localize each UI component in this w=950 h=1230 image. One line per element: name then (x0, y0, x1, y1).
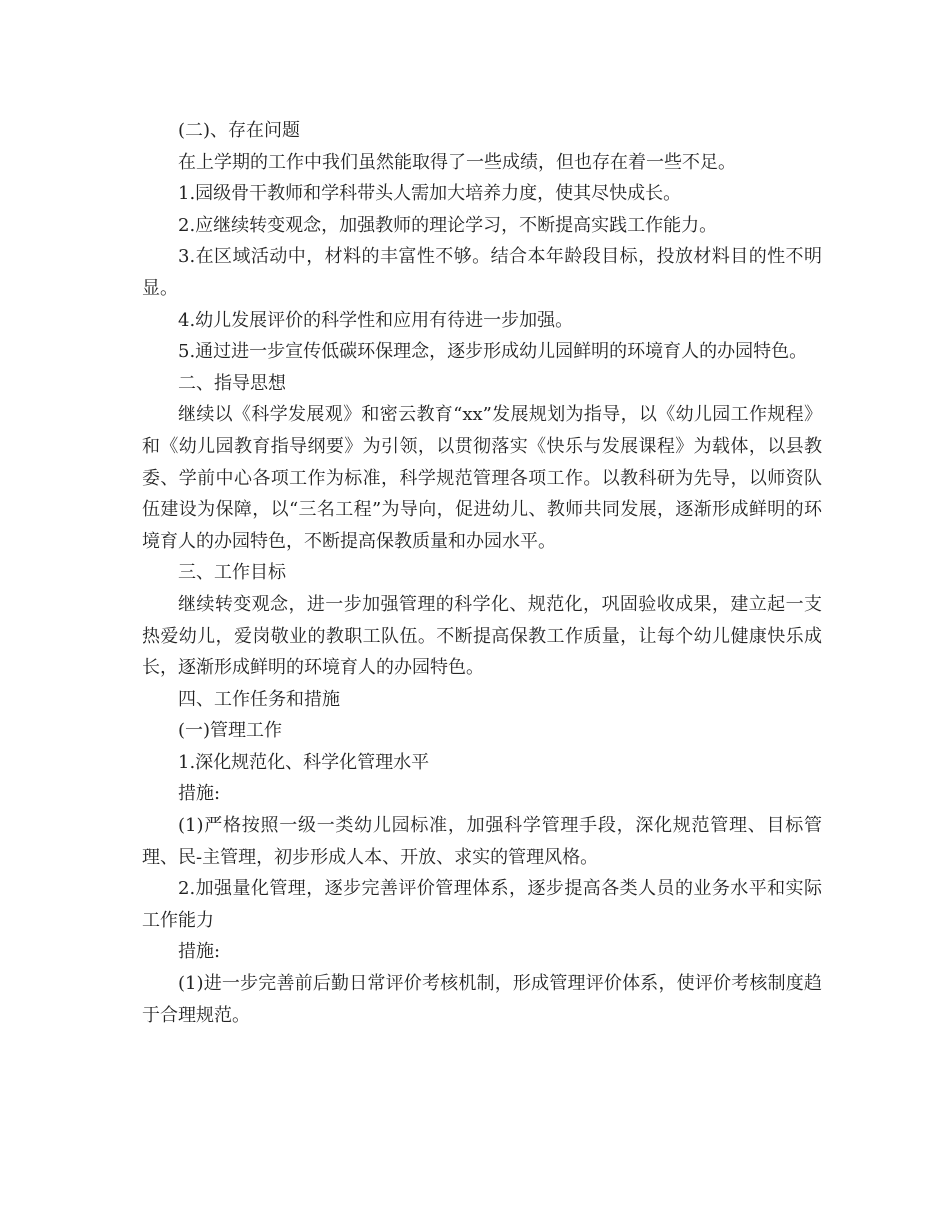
list-item: 4.幼儿发展评价的科学性和应用有待进一步加强。 (178, 309, 574, 331)
list-item: 3.在区域活动中，材料的丰富性不够。结合本年龄段目标，投放材料目的性不明显。 (142, 246, 822, 299)
paragraph: 在上学期的工作中我们虽然能取得了一些成绩，但也存在着一些不足。 (178, 151, 736, 173)
list-item: 5.通过进一步宣传低碳环保理念，逐步形成幼儿园鲜明的环境育人的办园特色。 (178, 341, 808, 363)
list-item: (1)进一步完善前后勤日常评价考核机制，形成管理评价体系，使评价考核制度趋于合理规范。 (142, 973, 822, 1026)
measures-label: 措施: (178, 783, 221, 805)
list-item: 2.应继续转变观念，加强教师的理论学习，不断提高实践工作能力。 (178, 214, 718, 236)
paragraph: 继续以《科学发展观》和密云教育“xx”发展规划为指导，以《幼儿园工作规程》和《幼儿园教育指导纲要》为引领，以贯彻落实《快乐与发展课程》为载体，以县教委、学前中心各项工作为标准，科学规范管理各项工作。以教科研为先导，以师资队伍建设为保障，以“三名工程”为导向，促进幼儿、教师共同发展，逐渐形成鲜明的环境育人的办园特色，不断提高保教质量和办园水平。 (142, 404, 822, 552)
paragraph: 继续转变观念，进一步加强管理的科学化、规范化，巩固验收成果，建立起一支热爱幼儿，爱岗敬业的教职工队伍。不断提高保教工作质量，让每个幼儿健康快乐成长，逐渐形成鲜明的环境育人的办园特色。 (142, 593, 822, 679)
document-body (142, 115, 822, 1031)
list-item: 1.深化规范化、科学化管理水平 (178, 751, 430, 773)
section-heading: (二)、存在问题 (178, 120, 301, 141)
measures-label: 措施: (178, 941, 221, 963)
subsection-heading: (一)管理工作 (178, 720, 283, 742)
section-heading: 四、工作任务和措施 (178, 688, 340, 710)
section-heading: 三、工作目标 (178, 562, 286, 584)
list-item: 2.加强量化管理，逐步完善评价管理体系，逐步提高各类人员的业务水平和实际工作能力 (142, 878, 822, 931)
list-item: 1.园级骨干教师和学科带头人需加大培养力度，使其尽快成长。 (178, 183, 682, 205)
section-heading: 二、指导思想 (178, 372, 286, 394)
list-item: (1)严格按照一级一类幼儿园标准，加强科学管理手段，深化规范管理、目标管理、民-主管理，初步形成人本、开放、求实的管理风格。 (142, 815, 822, 868)
